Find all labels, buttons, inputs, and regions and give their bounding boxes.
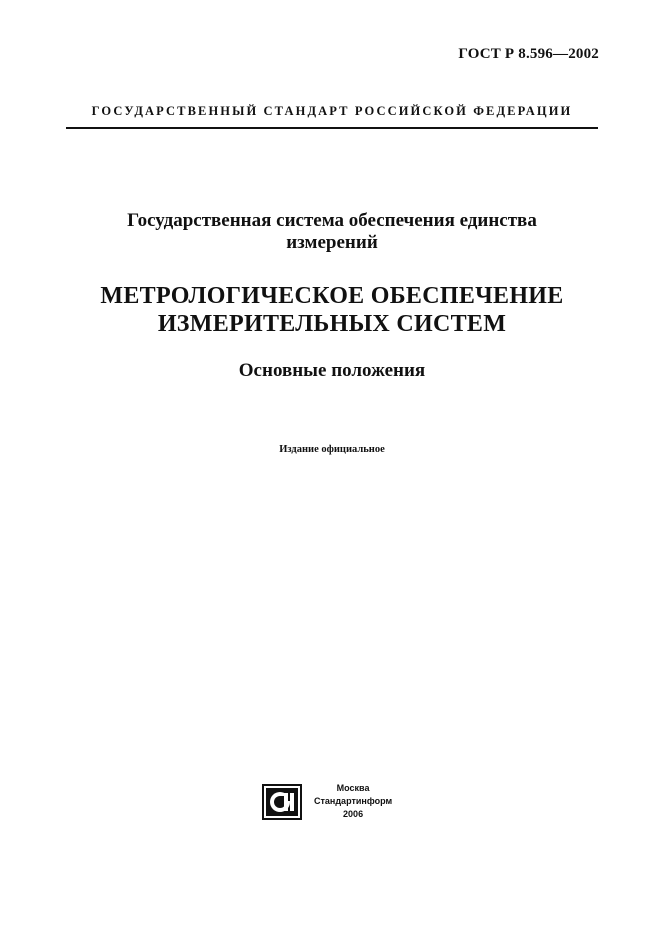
series-title [66,210,598,254]
standartinform-logo-icon [262,784,302,820]
series-title-line-2: измерений [286,232,378,253]
main-title [66,282,598,338]
publisher-city: Москва [336,783,370,793]
publisher-info [314,782,392,821]
publisher-block [262,782,392,821]
edition-note: Издание официальное [279,444,385,455]
series-title-line-1: Государственная система обеспечения единства [127,210,537,231]
subtitle: Основные положения [238,360,426,381]
main-title-line-1: МЕТРОЛОГИЧЕСКОЕ ОБЕСПЕЧЕНИЕ [100,283,564,309]
publisher-year: 2006 [343,809,364,819]
standard-number: ГОСТ Р 8.596—2002 [458,46,599,62]
header-divider [66,127,598,129]
document-header: ГОСУДАРСТВЕННЫЙ СТАНДАРТ РОССИЙСКОЙ ФЕДЕРАЦИИ [91,104,573,118]
publisher-name: Стандартинформ [314,796,393,806]
main-title-line-2: ИЗМЕРИТЕЛЬНЫХ СИСТЕМ [157,311,507,337]
